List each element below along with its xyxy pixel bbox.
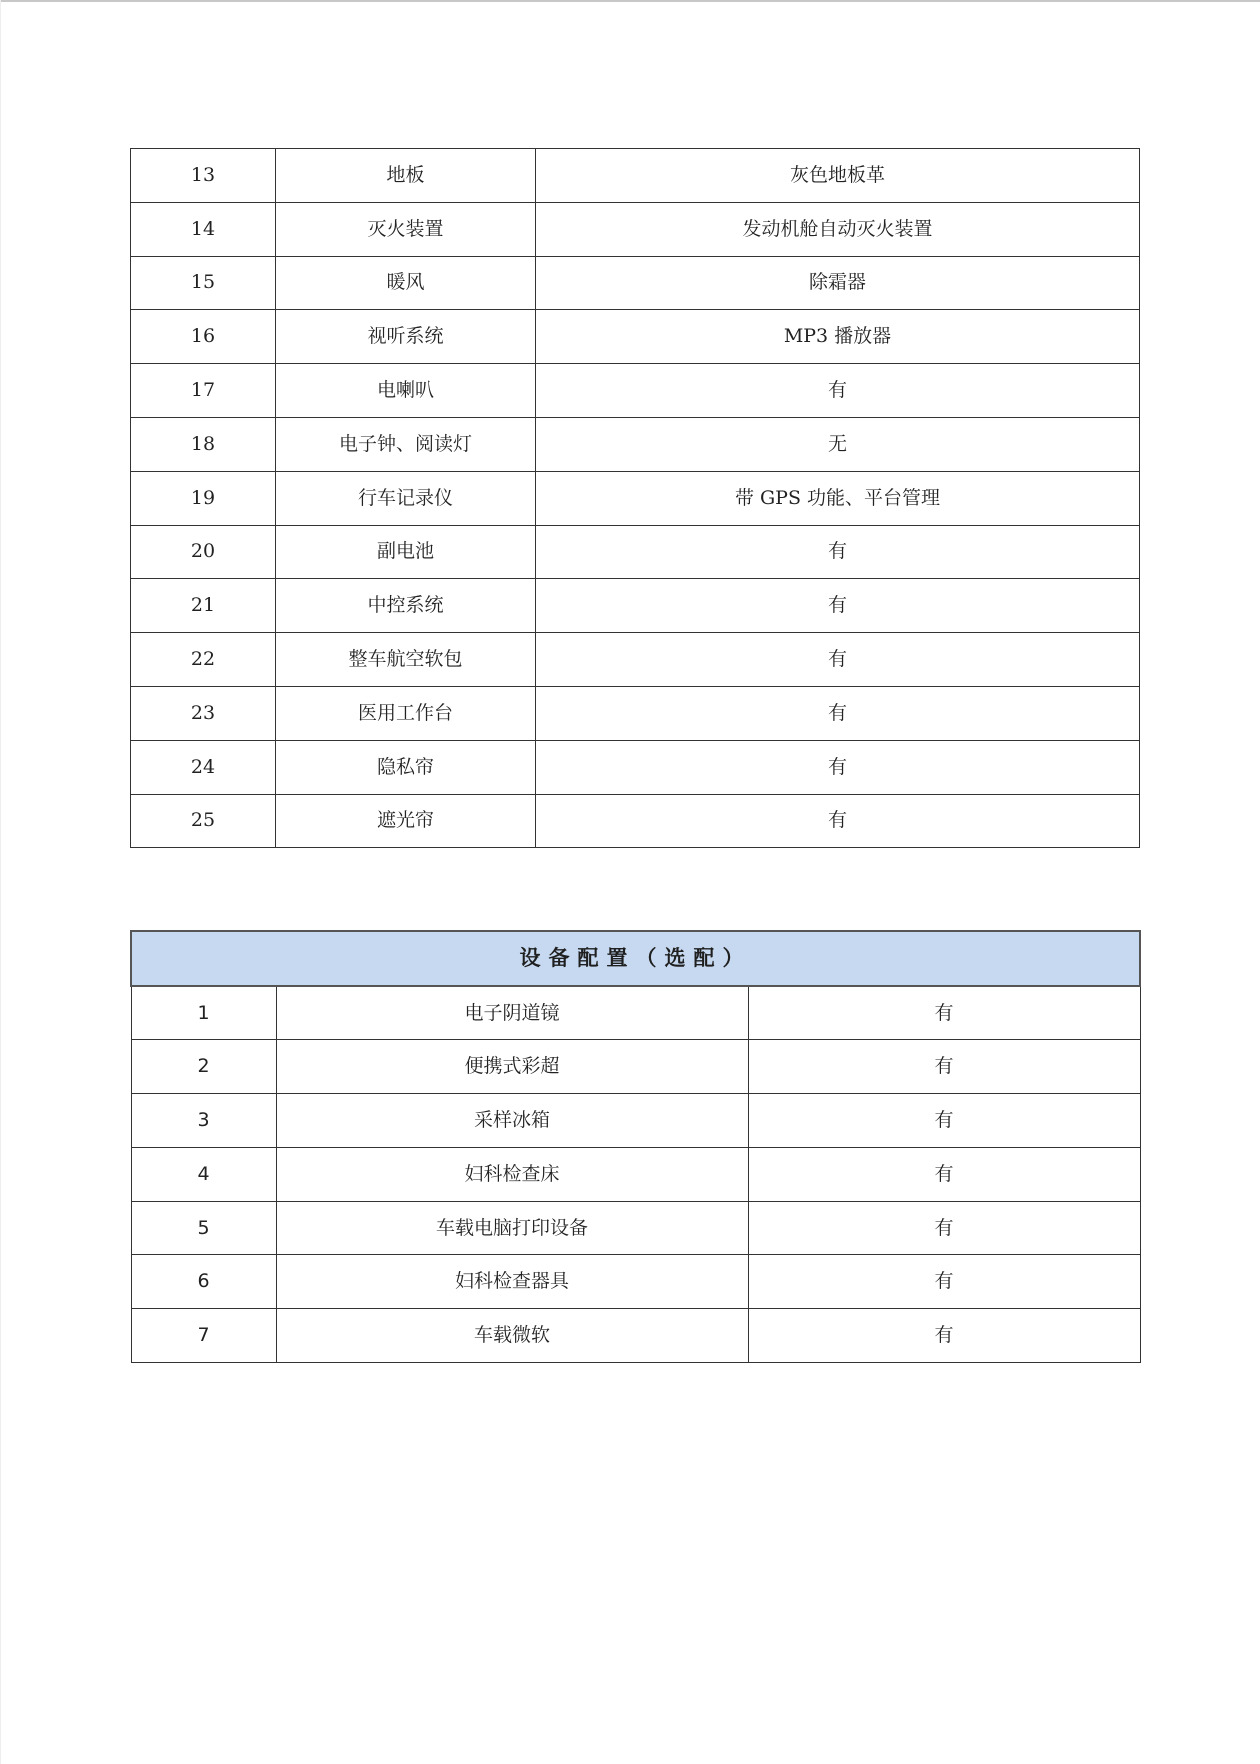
item-name: 遮光帘 (276, 794, 536, 848)
table-row (131, 202, 1140, 256)
item-name: 视听系统 (276, 310, 536, 364)
table-row (131, 364, 1140, 418)
table-row (131, 1309, 1140, 1363)
table-row (131, 740, 1140, 794)
row-number: 18 (131, 417, 276, 471)
item-value: 发动机舱自动灭火装置 (536, 202, 1140, 256)
row-number: 14 (131, 202, 276, 256)
table-row (131, 471, 1140, 525)
table-row (131, 1040, 1140, 1094)
item-name: 采样冰箱 (276, 1094, 748, 1148)
row-number: 23 (131, 686, 276, 740)
item-value: 有 (748, 1040, 1140, 1094)
row-number: 16 (131, 310, 276, 364)
table-row (131, 794, 1140, 848)
row-number: 19 (131, 471, 276, 525)
item-value: 无 (536, 417, 1140, 471)
item-name: 电子钟、阅读灯 (276, 417, 536, 471)
row-number: 24 (131, 740, 276, 794)
standard-config-table (130, 148, 1140, 848)
item-value: 带 GPS 功能、平台管理 (536, 471, 1140, 525)
item-name: 隐私帘 (276, 740, 536, 794)
item-value: 除霜器 (536, 256, 1140, 310)
optional-config-table (130, 930, 1141, 1363)
row-number: 7 (131, 1309, 276, 1363)
item-value: 有 (748, 1255, 1140, 1309)
item-name: 妇科检查床 (276, 1147, 748, 1201)
table-row (131, 310, 1140, 364)
item-name: 行车记录仪 (276, 471, 536, 525)
item-value: 有 (748, 986, 1140, 1040)
row-number: 6 (131, 1255, 276, 1309)
table-row (131, 686, 1140, 740)
row-number: 1 (131, 986, 276, 1040)
table-row (131, 1201, 1140, 1255)
item-value: 有 (748, 1201, 1140, 1255)
item-value: 有 (536, 579, 1140, 633)
item-value: 有 (536, 740, 1140, 794)
row-number: 13 (131, 149, 276, 203)
item-value: MP3 播放器 (536, 310, 1140, 364)
item-name: 妇科检查器具 (276, 1255, 748, 1309)
table-row (131, 1094, 1140, 1148)
table-row (131, 579, 1140, 633)
page-left-border (0, 0, 1, 1764)
item-name: 医用工作台 (276, 686, 536, 740)
row-number: 22 (131, 633, 276, 687)
table-title: 设备配置（选配） (131, 931, 1140, 986)
item-name: 地板 (276, 149, 536, 203)
page-top-border (0, 0, 1260, 2)
table-row (131, 1255, 1140, 1309)
table-row (131, 1147, 1140, 1201)
table-row (131, 986, 1140, 1040)
item-name: 中控系统 (276, 579, 536, 633)
item-name: 便携式彩超 (276, 1040, 748, 1094)
row-number: 3 (131, 1094, 276, 1148)
table-row (131, 633, 1140, 687)
row-number: 21 (131, 579, 276, 633)
table-row (131, 256, 1140, 310)
item-name: 电子阴道镜 (276, 986, 748, 1040)
item-value: 有 (536, 794, 1140, 848)
row-number: 25 (131, 794, 276, 848)
table-row (131, 149, 1140, 203)
row-number: 4 (131, 1147, 276, 1201)
table-row (131, 417, 1140, 471)
item-name: 电喇叭 (276, 364, 536, 418)
item-name: 副电池 (276, 525, 536, 579)
row-number: 20 (131, 525, 276, 579)
item-name: 车载微软 (276, 1309, 748, 1363)
item-value: 有 (536, 633, 1140, 687)
item-value: 有 (748, 1094, 1140, 1148)
item-value: 有 (536, 686, 1140, 740)
table-row (131, 525, 1140, 579)
item-name: 暖风 (276, 256, 536, 310)
item-value: 灰色地板革 (536, 149, 1140, 203)
item-name: 车载电脑打印设备 (276, 1201, 748, 1255)
row-number: 5 (131, 1201, 276, 1255)
item-name: 灭火装置 (276, 202, 536, 256)
item-value: 有 (536, 525, 1140, 579)
table-header-row (131, 931, 1140, 986)
item-value: 有 (748, 1147, 1140, 1201)
row-number: 15 (131, 256, 276, 310)
item-value: 有 (536, 364, 1140, 418)
row-number: 17 (131, 364, 276, 418)
item-value: 有 (748, 1309, 1140, 1363)
item-name: 整车航空软包 (276, 633, 536, 687)
row-number: 2 (131, 1040, 276, 1094)
